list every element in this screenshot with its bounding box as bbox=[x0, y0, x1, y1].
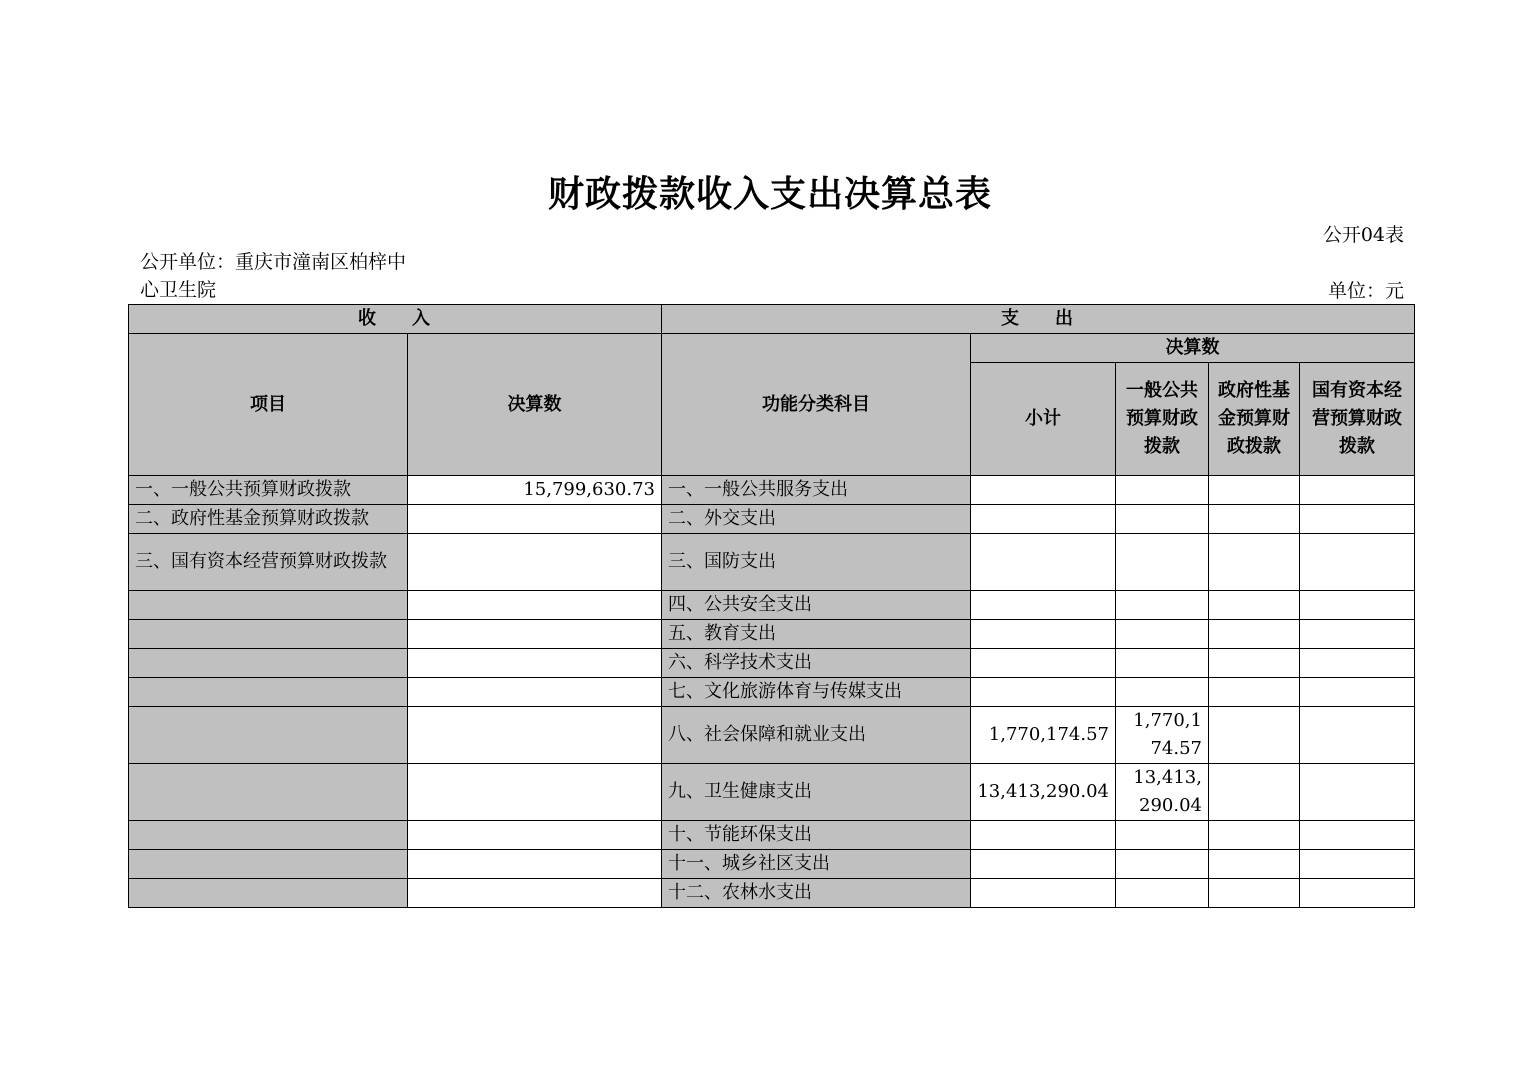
page-title: 财政拨款收入支出决算总表 bbox=[547, 174, 992, 215]
general-cell bbox=[1116, 476, 1209, 505]
state-capital-header: 国有资本经营预算财政拨款 bbox=[1300, 363, 1415, 476]
fund-cell bbox=[1209, 476, 1300, 505]
subtotal-cell: 13,413,290.04 bbox=[971, 764, 1116, 821]
func-item: 一、一般公共服务支出 bbox=[662, 476, 971, 505]
capital-cell bbox=[1300, 707, 1415, 764]
table-row bbox=[129, 505, 1415, 534]
income-header: 收入 bbox=[129, 305, 662, 334]
income-amount bbox=[408, 707, 662, 764]
func-item: 十一、城乡社区支出 bbox=[662, 850, 971, 879]
income-item: 一、一般公共预算财政拨款 bbox=[129, 476, 408, 505]
general-cell bbox=[1116, 879, 1209, 908]
income-item bbox=[129, 879, 408, 908]
capital-cell bbox=[1300, 879, 1415, 908]
expense-header: 支出 bbox=[662, 305, 1415, 334]
income-item bbox=[129, 764, 408, 821]
general-cell bbox=[1116, 850, 1209, 879]
fund-cell bbox=[1209, 591, 1300, 620]
subtotal-cell bbox=[971, 649, 1116, 678]
fund-cell bbox=[1209, 707, 1300, 764]
subtotal-header: 小计 bbox=[971, 363, 1116, 476]
table-row bbox=[129, 534, 1415, 591]
subtotal-cell bbox=[971, 678, 1116, 707]
capital-cell bbox=[1300, 505, 1415, 534]
capital-cell bbox=[1300, 764, 1415, 821]
func-item: 七、文化旅游体育与传媒支出 bbox=[662, 678, 971, 707]
capital-cell bbox=[1300, 821, 1415, 850]
subtotal-cell bbox=[971, 591, 1116, 620]
income-item bbox=[129, 620, 408, 649]
table-row bbox=[129, 707, 1415, 764]
general-budget-header: 一般公共预算财政拨款 bbox=[1116, 363, 1209, 476]
fund-cell bbox=[1209, 620, 1300, 649]
item-header: 项目 bbox=[129, 334, 408, 476]
capital-cell bbox=[1300, 534, 1415, 591]
income-amount bbox=[408, 764, 662, 821]
general-cell bbox=[1116, 678, 1209, 707]
capital-cell bbox=[1300, 476, 1415, 505]
func-item: 十、节能环保支出 bbox=[662, 821, 971, 850]
capital-cell bbox=[1300, 591, 1415, 620]
func-item: 九、卫生健康支出 bbox=[662, 764, 971, 821]
table-row bbox=[129, 678, 1415, 707]
capital-cell bbox=[1300, 678, 1415, 707]
income-item bbox=[129, 707, 408, 764]
func-item: 十二、农林水支出 bbox=[662, 879, 971, 908]
capital-cell bbox=[1300, 620, 1415, 649]
func-item: 四、公共安全支出 bbox=[662, 591, 971, 620]
func-item: 三、国防支出 bbox=[662, 534, 971, 591]
income-item: 三、国有资本经营预算财政拨款 bbox=[129, 534, 408, 591]
currency-unit: 单位：元 bbox=[1327, 280, 1404, 302]
general-cell: 13,413,290.04 bbox=[1116, 764, 1209, 821]
general-cell bbox=[1116, 591, 1209, 620]
income-item bbox=[129, 821, 408, 850]
income-amount bbox=[408, 678, 662, 707]
table-row bbox=[129, 850, 1415, 879]
fund-cell bbox=[1209, 850, 1300, 879]
reporting-unit: 公开单位：重庆市潼南区柏梓中心卫生院 bbox=[140, 251, 407, 301]
func-class-header: 功能分类科目 bbox=[662, 334, 971, 476]
income-amount bbox=[408, 620, 662, 649]
subtotal-cell bbox=[971, 476, 1116, 505]
func-item: 六、科学技术支出 bbox=[662, 649, 971, 678]
table-row bbox=[129, 649, 1415, 678]
general-cell: 1,770,174.57 bbox=[1116, 707, 1209, 764]
table-row bbox=[129, 764, 1415, 821]
subtotal-cell bbox=[971, 821, 1116, 850]
table-row bbox=[129, 879, 1415, 908]
func-item: 二、外交支出 bbox=[662, 505, 971, 534]
capital-cell bbox=[1300, 649, 1415, 678]
gov-fund-header: 政府性基金预算财政拨款 bbox=[1209, 363, 1300, 476]
income-amount bbox=[408, 649, 662, 678]
income-amount bbox=[408, 505, 662, 534]
subtotal-cell: 1,770,174.57 bbox=[971, 707, 1116, 764]
fund-cell bbox=[1209, 821, 1300, 850]
final-header: 决算数 bbox=[971, 334, 1415, 363]
fund-cell bbox=[1209, 879, 1300, 908]
table-row bbox=[129, 476, 1415, 505]
subtotal-cell bbox=[971, 534, 1116, 591]
subtotal-cell bbox=[971, 850, 1116, 879]
general-cell bbox=[1116, 534, 1209, 591]
income-amount bbox=[408, 591, 662, 620]
income-item bbox=[129, 850, 408, 879]
general-cell bbox=[1116, 620, 1209, 649]
budget-summary-table bbox=[128, 304, 1415, 908]
fund-cell bbox=[1209, 534, 1300, 591]
subtotal-cell bbox=[971, 505, 1116, 534]
general-cell bbox=[1116, 649, 1209, 678]
income-item bbox=[129, 591, 408, 620]
income-amount bbox=[408, 850, 662, 879]
income-amount bbox=[408, 879, 662, 908]
amount-header: 决算数 bbox=[408, 334, 662, 476]
income-amount: 15,799,630.73 bbox=[408, 476, 662, 505]
func-item: 五、教育支出 bbox=[662, 620, 971, 649]
general-cell bbox=[1116, 821, 1209, 850]
table-row bbox=[129, 620, 1415, 649]
fund-cell bbox=[1209, 649, 1300, 678]
subtotal-cell bbox=[971, 620, 1116, 649]
income-amount bbox=[408, 821, 662, 850]
income-item bbox=[129, 649, 408, 678]
general-cell bbox=[1116, 505, 1209, 534]
func-item: 八、社会保障和就业支出 bbox=[662, 707, 971, 764]
table-row bbox=[129, 821, 1415, 850]
fund-cell bbox=[1209, 505, 1300, 534]
subtotal-cell bbox=[971, 879, 1116, 908]
table-number: 公开04表 bbox=[1322, 224, 1404, 246]
income-amount bbox=[408, 534, 662, 591]
fund-cell bbox=[1209, 764, 1300, 821]
income-item bbox=[129, 678, 408, 707]
income-item: 二、政府性基金预算财政拨款 bbox=[129, 505, 408, 534]
capital-cell bbox=[1300, 850, 1415, 879]
fund-cell bbox=[1209, 678, 1300, 707]
table-row bbox=[129, 591, 1415, 620]
